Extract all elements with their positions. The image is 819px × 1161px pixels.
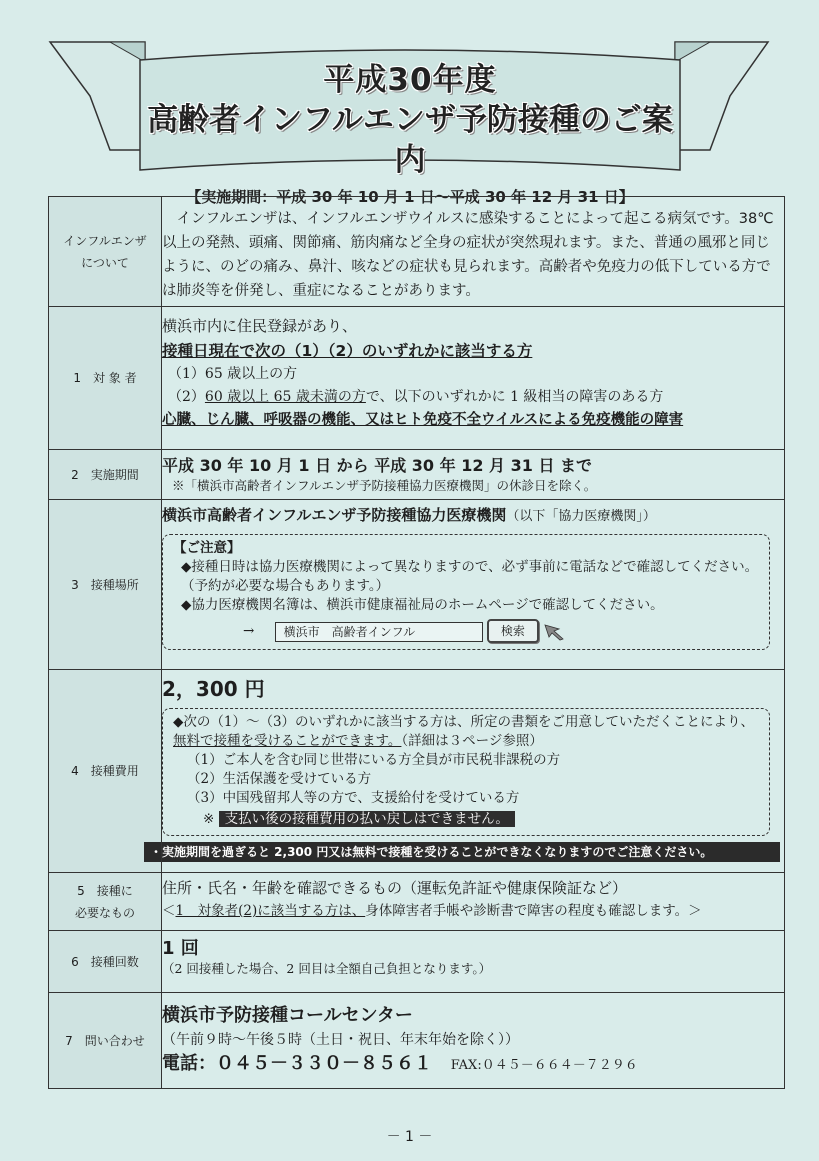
search-row <box>173 619 759 643</box>
target-line4-num: （2） <box>168 389 205 405</box>
period-note: ※「横浜市高齢者インフルエンザ予防接種協力医療機関」の休診日を除く。 <box>172 478 597 493</box>
notice-bullet2: ◆協力医療機関名簿は、横浜市健康福祉局のホームページで確認してください。 <box>181 597 664 613</box>
contact-tel: 電話：０４５－３３０－８５６１ <box>162 1053 432 1074</box>
target-line4-rest: で、以下のいずれかに 1 級相当の障害のある方 <box>365 389 664 405</box>
cost-footer-note: ・実施期間を過ぎると 2,300 円又は無料で接種を受けることができなくなりますのでご注意ください。 <box>144 842 780 862</box>
arrow-icon: → <box>243 623 255 639</box>
label-target: 1 対 象 者 <box>49 307 162 450</box>
label-about-line1: インフルエンザ <box>63 233 147 248</box>
target-line5: 心臓、じん臓、呼吸器の機能、又はヒト免疫不全ウイルスによる免疫機能の障害 <box>162 412 684 428</box>
place-main <box>162 504 770 528</box>
row-about <box>49 197 785 307</box>
search-button[interactable]: 検索 <box>487 619 539 643</box>
warning-text: 支払い後の接種費用の払い戻しはできません。 <box>219 811 515 827</box>
count-note: （2 回接種した場合、2 回目は全額自己負担となります。） <box>162 961 492 976</box>
count-main: 1 回 <box>162 938 199 959</box>
target-line4-age: 60 歳以上 65 歳未満の方 <box>204 389 366 405</box>
count-content <box>162 931 785 993</box>
row-period <box>49 450 785 500</box>
items-line2 <box>162 900 784 923</box>
cost-box <box>162 708 770 836</box>
place-notice-box <box>162 534 770 650</box>
target-line2: 接種日現在で次の（1）（2）のいずれかに該当する方 <box>162 342 533 360</box>
target-content <box>162 307 785 450</box>
warning-mark: ※ <box>203 811 215 827</box>
contact-numbers <box>162 1052 784 1077</box>
contact-content <box>162 993 785 1089</box>
cost-price: 2，300 円 <box>162 677 265 701</box>
items-line2-open: ＜ <box>162 903 176 919</box>
row-count <box>49 931 785 993</box>
row-contact <box>49 993 785 1089</box>
cost-intro-a: ◆次の（1）～（3）のいずれかに該当する方は、所定の書類をご用意していただくことにより、 <box>173 714 755 730</box>
contact-hours: （午前９時～午後５時（土日・祝日、年末年始を除く）） <box>162 1032 519 1048</box>
page-number: － 1 － <box>386 1129 433 1145</box>
banner-text <box>140 62 680 207</box>
row-place <box>49 500 785 670</box>
items-content <box>162 873 785 931</box>
label-items <box>49 873 162 931</box>
cost-intro-ref: （詳細は３ページ参照） <box>401 733 543 749</box>
about-text: インフルエンザは、インフルエンザウイルスに感染することによって起こる病気です。38℃以上の発熱、頭痛、関節痛、筋肉痛など全身の症状が突然現れます。また、普通の風邪と同じように、のどの痛み、鼻汁、咳などの症状も見られます。高齢者や免疫力の低下している方では肺炎等を併発し、重症になることがあります。 <box>162 197 785 307</box>
period-subtitle: 【実施期間：平成 30 年 10 月 1 日～平成 30 年 12 月 31 日】 <box>186 188 634 206</box>
cost-item3: （3）中国残留邦人等の方で、支援給付を受けている方 <box>187 790 520 806</box>
items-line1: 住所・氏名・年齢を確認できるもの（運転免許証や健康保険証など） <box>162 879 628 897</box>
label-about <box>49 197 162 307</box>
period-main: 平成 30 年 10 月 1 日 から 平成 30 年 12 月 31 日 まで <box>162 456 593 475</box>
items-line2-rest: 身体障害者手帳や診断書で障害の程度も確認します。＞ <box>365 903 702 919</box>
label-cost: 4 接種費用 <box>49 670 162 873</box>
cost-item2: （2）生活保護を受けている方 <box>187 771 372 787</box>
label-place: 3 接種場所 <box>49 500 162 670</box>
title-year: 平成30年度 <box>323 62 497 98</box>
label-about-line2: について <box>81 255 129 270</box>
label-items-line1: 5 接種に <box>77 883 133 898</box>
row-target <box>49 307 785 450</box>
cost-intro-free: 無料で接種を受けることができます。 <box>173 733 402 749</box>
label-items-line2: 必要なもの <box>74 905 135 920</box>
contact-fax: FAX:０４５－６６４－７２９６ <box>450 1058 638 1073</box>
target-line4 <box>162 386 784 409</box>
info-table <box>48 196 785 1089</box>
cost-warning <box>173 810 759 829</box>
cost-intro <box>173 713 759 751</box>
place-main-rest: （以下「協力医療機関」） <box>506 509 656 524</box>
label-contact: 7 問い合わせ <box>49 993 162 1089</box>
search-input[interactable]: 横浜市 高齢者インフル <box>275 622 483 642</box>
place-main-bold: 横浜市高齢者インフルエンザ予防接種協力医療機関 <box>162 506 507 524</box>
place-content <box>162 500 785 670</box>
items-line2-target: 1 対象者(2)に該当する方は、 <box>175 903 366 919</box>
row-cost <box>49 670 785 873</box>
cursor-icon <box>543 623 567 641</box>
target-line1: 横浜市内に住民登録があり、 <box>162 317 358 335</box>
target-line3: （1）65 歳以上の方 <box>168 366 298 382</box>
period-content <box>162 450 785 500</box>
label-count: 6 接種回数 <box>49 931 162 993</box>
row-items <box>49 873 785 931</box>
notice-title: 【ご注意】 <box>173 540 241 556</box>
contact-name: 横浜市予防接種コールセンター <box>162 1005 413 1026</box>
notice-bullet1: ◆接種日時は協力医療機関によって異なりますので、必ず事前に電話などで確認してください。（予約が必要な場合もあります。） <box>181 559 759 594</box>
title-main: 高齢者インフルエンザ予防接種のご案内 <box>147 102 673 178</box>
cost-content <box>150 670 785 873</box>
label-period: 2 実施期間 <box>49 450 162 500</box>
cost-item1: （1）ご本人を含む同じ世帯にいる方全員が市民税非課税の方 <box>187 752 561 768</box>
